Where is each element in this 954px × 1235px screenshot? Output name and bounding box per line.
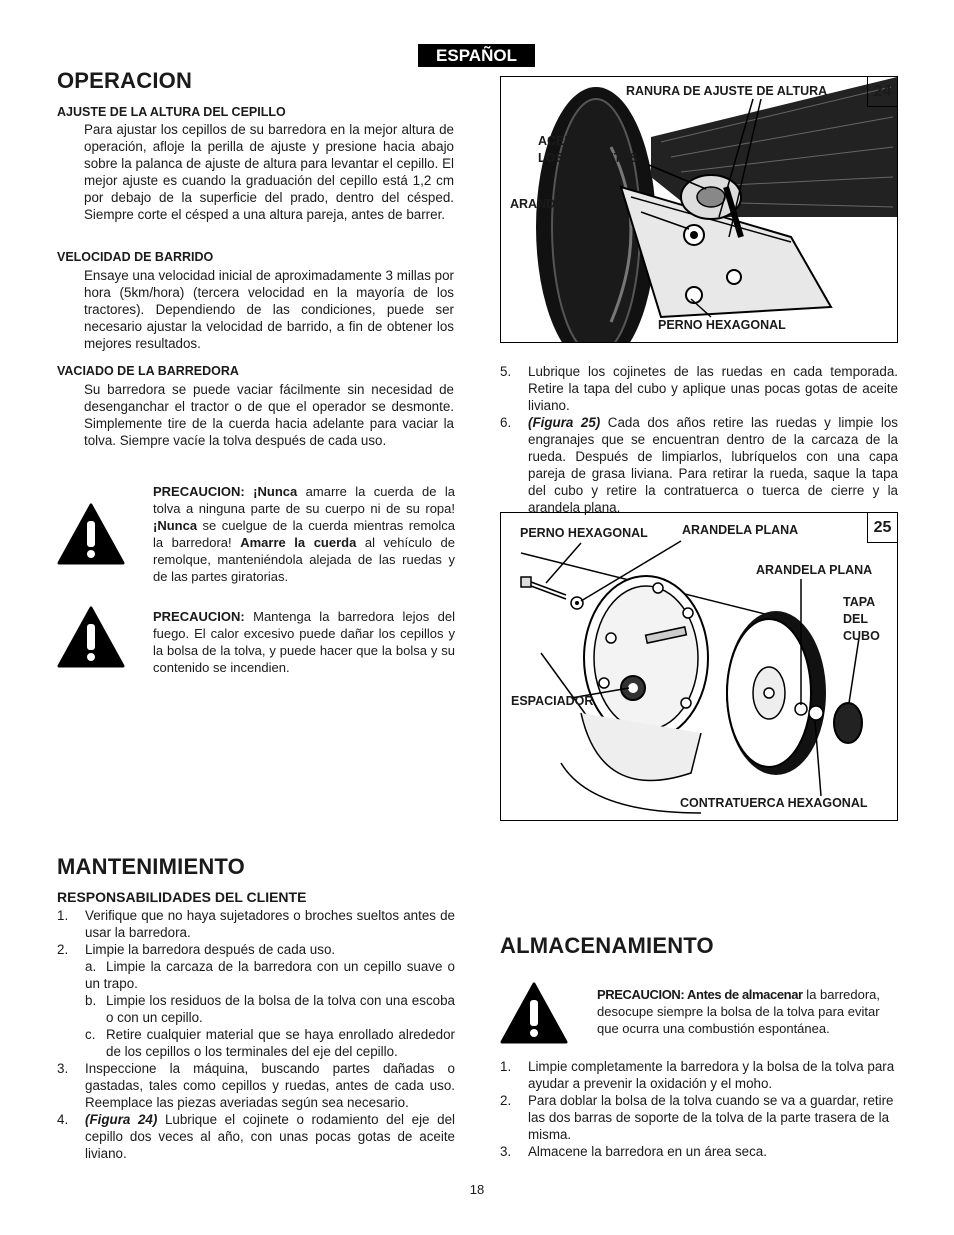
item-number: 2. xyxy=(57,942,69,957)
caution-fuego xyxy=(153,608,455,676)
item-text: Cada dos años retire las ruedas y limpie los engranajes que se encuentran dentro de la carcaza de la rueda. Después de limpiarlos, lubríquelos con una capa pareja de grasa liviana. Para retirar la rueda, saque la tapa del cubo y retire la contratuerca o tuerca de cierre y la arandela plana. xyxy=(528,415,898,515)
figure-reference: (Figura 24) xyxy=(85,1112,158,1127)
caution-almacenar xyxy=(597,986,898,1037)
caution-nunca-2: ¡Nunca xyxy=(153,518,198,533)
label-arandela-1: ARANDELA PLANA xyxy=(682,523,799,537)
label-tapa-1: TAPA xyxy=(843,595,876,609)
heading-altura: AJUSTE DE LA ALTURA DEL CEPILLO xyxy=(57,105,286,119)
item-text: Limpie la barredora después de cada uso. xyxy=(85,942,336,957)
maintenance-list xyxy=(57,907,455,1162)
label-perno: PERNO HEXAGONAL xyxy=(520,526,648,540)
item-text: Verifique que no haya sujetadores o broches sueltos antes de usar la barredora. xyxy=(85,908,455,940)
list-item xyxy=(85,1026,455,1060)
figure-25 xyxy=(500,512,898,821)
item-text: Limpie los residuos de la bolsa de la tolva con una escoba o con un cepillo. xyxy=(106,993,455,1025)
label-aceite-2: LOS COJINETES xyxy=(538,151,639,165)
heading-vaciado: VACIADO DE LA BARREDORA xyxy=(57,364,239,378)
item-letter: a. xyxy=(85,959,97,974)
list-item xyxy=(500,1092,898,1143)
figure-25-number: 25 xyxy=(867,513,897,543)
item-text: Limpie la carcaza de la barredora con un cepillo suave o un trapo. xyxy=(85,959,455,991)
item-text: Retire cualquier material que se haya enrollado alrededor de los cepillos o los terminales del eje del cepillo. xyxy=(106,1027,455,1059)
paragraph-velocidad: Ensaye una velocidad inicial de aproximadamente 3 millas por hora (5km/hora) (tercera velocidad en la mayoría de los tractores). Dependiendo de las condiciones, puede ser necesario ajustar la velocidad de barrido, a fin de obtener los mejores resultados. xyxy=(84,268,454,351)
caution-lead: PRECAUCION: Antes de almacenar xyxy=(597,987,803,1002)
caution-text: la barredora, desocupe siempre la bolsa de la tolva para evitar que ocurra una combustión espontánea. xyxy=(597,987,881,1036)
list-item xyxy=(57,907,455,941)
caution-text-2: se cuelgue de la cuerda mientras remolca la barredora! xyxy=(153,518,455,550)
figure-25-illustration xyxy=(501,513,897,820)
item-number: 5. xyxy=(500,364,512,379)
label-perno: PERNO HEXAGONAL xyxy=(658,318,786,332)
list-item xyxy=(500,1058,898,1092)
caution-lead: PRECAUCION: xyxy=(153,484,245,499)
paragraph-altura: Para ajustar los cepillos de su barredora en la mejor altura de operación, afloje la perilla de ajuste y presione hacia abajo sobre la palanca de ajuste de altura para levantar el cepillo. El mejor ajuste es cuando la graduación del cepillo está 1,2 cm por debajo de la superficie del prado, dentro del césped. Siempre corte el césped a una altura pareja, antes de barrer. xyxy=(84,122,454,222)
list-item xyxy=(85,992,455,1026)
storage-list xyxy=(500,1058,898,1160)
warning-icon xyxy=(57,606,125,668)
label-espaciador: ESPACIADOR xyxy=(511,694,594,708)
section-title-operacion: OPERACION xyxy=(57,68,193,93)
lubrication-list xyxy=(500,363,898,516)
figure-24 xyxy=(500,76,898,343)
figure-reference: (Figura 25) xyxy=(528,415,601,430)
list-item xyxy=(57,1060,455,1111)
label-arandela: ARANDELA PLANA xyxy=(510,197,627,211)
warning-icon xyxy=(57,503,125,565)
figure-24-number: 24 xyxy=(867,77,897,107)
sub-list xyxy=(85,958,455,1060)
label-aceite-1: ACEITE AQUI xyxy=(538,134,619,148)
page-number: 18 xyxy=(469,1182,485,1197)
item-text: Almacene la barredora en un área seca. xyxy=(528,1144,767,1159)
heading-velocidad: VELOCIDAD DE BARRIDO xyxy=(57,250,214,264)
label-contratuerca: CONTRATUERCA HEXAGONAL xyxy=(680,796,868,810)
list-item xyxy=(500,414,898,516)
list-item xyxy=(57,1111,455,1162)
list-item xyxy=(500,1143,898,1160)
caution-cuerda xyxy=(153,483,455,585)
item-number: 2. xyxy=(500,1093,512,1108)
item-text: Limpie completamente la barredora y la bolsa de la tolva para ayudar a prevenir la oxidación y el moho. xyxy=(528,1059,895,1091)
caution-text-1: amarre la cuerda de la tolva a ninguna parte de su cuerpo ni de su ropa! xyxy=(153,484,455,516)
item-letter: c. xyxy=(85,1027,96,1042)
warning-icon xyxy=(500,982,568,1044)
caution-amarre: Amarre la cuerda xyxy=(240,535,357,550)
caution-text: Mantenga la barredora lejos del fuego. El calor excesivo puede dañar los cepillos y la bolsa de la tolva, y puede hacer que la bolsa y su contenido se incendien. xyxy=(153,609,455,675)
list-item xyxy=(57,958,455,992)
item-number: 3. xyxy=(500,1144,512,1159)
item-number: 1. xyxy=(500,1059,512,1074)
item-text: Lubrique el cojinete o rodamiento del eje del cepillo dos veces al año, con unas pocas gotas de aceite liviano. xyxy=(85,1112,455,1161)
paragraph-vaciado: Su barredora se puede vaciar fácilmente sin necesidad de desenganchar el tractor o de que el operador se desmonte. Simplemente tire de la cuerda hacia adelante para vaciar la tolva. Siempre vacíe la tolva después de cada uso. xyxy=(84,382,454,448)
list-item xyxy=(500,363,898,414)
heading-responsabilidades: RESPONSABILIDADES DEL CLIENTE xyxy=(57,889,307,905)
item-letter: b. xyxy=(85,993,97,1008)
label-tapa-2: DEL xyxy=(843,612,868,626)
caution-lead: PRECAUCION: xyxy=(153,609,245,624)
caution-nunca-1: ¡Nunca xyxy=(253,484,298,499)
section-title-mantenimiento: MANTENIMIENTO xyxy=(57,854,245,879)
language-badge: ESPAÑOL xyxy=(418,44,535,67)
section-title-almacenamiento: ALMACENAMIENTO xyxy=(500,933,714,958)
label-ranura: RANURA DE AJUSTE DE ALTURA xyxy=(626,84,828,98)
label-tapa-3: CUBO xyxy=(843,629,880,643)
item-number: 1. xyxy=(57,908,69,923)
caution-text-3: al vehículo de remolque, manteniéndola alejada de las ruedas y de las partes giratorias. xyxy=(153,535,455,584)
item-number: 4. xyxy=(57,1112,69,1127)
item-text: Lubrique los cojinetes de las ruedas en cada temporada. Retire la tapa del cubo y aplique unas pocas gotas de aceite liviano. xyxy=(528,364,898,413)
item-text: Inspeccione la máquina, buscando partes dañadas o gastadas, tales como cepillos y ruedas, antes de cada uso. Reemplace las piezas averiadas según sea necesario. xyxy=(85,1061,455,1110)
item-number: 6. xyxy=(500,415,512,430)
list-item xyxy=(57,941,455,1060)
label-arandela-2: ARANDELA PLANA xyxy=(756,563,873,577)
item-text: Para doblar la bolsa de la tolva cuando se va a guardar, retire las dos barras de soporte de la tolva de la parte trasera de la misma. xyxy=(528,1093,894,1142)
item-number: 3. xyxy=(57,1061,69,1076)
